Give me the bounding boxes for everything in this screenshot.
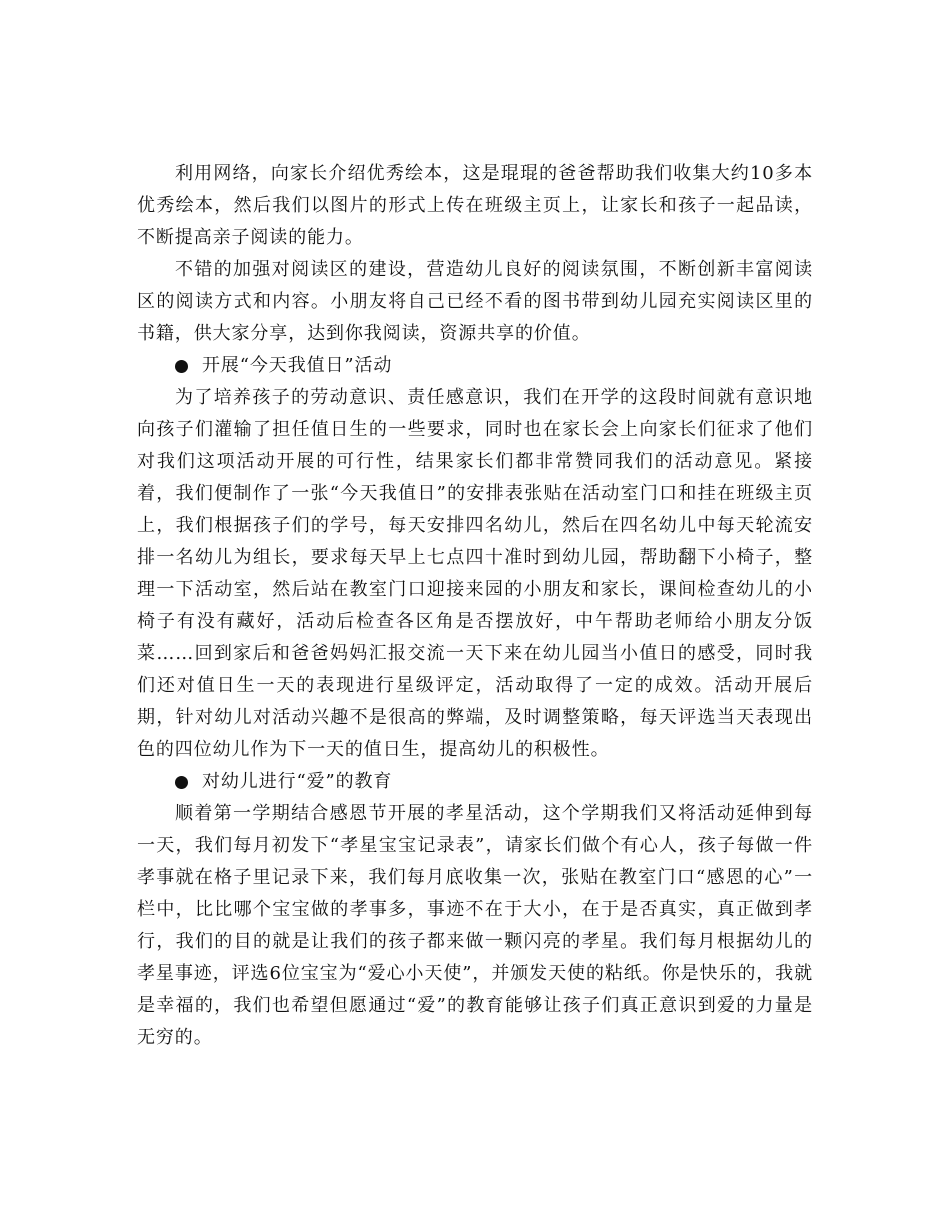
bullet-icon: [175, 360, 188, 373]
section-heading-text: 对幼儿进行“爱”的教育: [202, 771, 393, 792]
section-heading-duty-day: [137, 350, 813, 382]
paragraph-duty-day-activity: 为了培养孩子的劳动意识、责任感意识，我们在开学的这段时间就有意识地向孩子们灌输了担任值日生的一些要求，同时也在家长会上向家长们征求了他们对我们这项活动开展的可行性，结果家长们都非常赞同我们的活动意见。紧接着，我们便制作了一张“今天我值日”的安排表张贴在活动室门口和挂在班级主页上，我们根据孩子们的学号，每天安排四名幼儿，然后在四名幼儿中每天轮流安排一名幼儿为组长，要求每天早上七点四十准时到幼儿园，帮助翻下小椅子，整理一下活动室，然后站在教室门口迎接来园的小朋友和家长，课间检查幼儿的小椅子有没有藏好，活动后检查各区角是否摆放好，中午帮助老师给小朋友分饭菜……回到家后和爸爸妈妈汇报交流一天下来在幼儿园当小值日的感受，同时我们还对值日生一天的表现进行星级评定，活动取得了一定的成效。活动开展后期，针对幼儿对活动兴趣不是很高的弊端，及时调整策略，每天评选当天表现出色的四位幼儿作为下一天的值日生，提高幼儿的积极性。: [137, 387, 813, 760]
paragraph-reading-area: 不错的加强对阅读区的建设，营造幼儿良好的阅读氛围，不断创新丰富阅读区的阅读方式和内容。小朋友将自己已经不看的图书带到幼儿园充实阅读区里的书籍，供大家分享，达到你我阅读，资源共享的价值。: [137, 259, 813, 344]
document-body: [137, 158, 813, 1054]
section-heading-love-education: [137, 766, 813, 798]
section-heading-text: 开展“今天我值日”活动: [202, 355, 393, 376]
paragraph-online-picture-books: 利用网络，向家长介绍优秀绘本，这是琨琨的爸爸帮助我们收集大约10多本优秀绘本，然后我们以图片的形式上传在班级主页上，让家长和孩子一起品读，不断提高亲子阅读的能力。: [137, 163, 813, 248]
bullet-icon: [175, 776, 188, 789]
paragraph-love-education: 顺着第一学期结合感恩节开展的孝星活动，这个学期我们又将活动延伸到每一天，我们每月初发下“孝星宝宝记录表”，请家长们做个有心人，孩子每做一件孝事就在格子里记录下来，我们每月底收集一次，张贴在教室门口“感恩的心”一栏中，比比哪个宝宝做的孝事多，事迹不在于大小，在于是否真实，真正做到孝行，我们的目的就是让我们的孩子都来做一颗闪亮的孝星。我们每月根据幼儿的孝星事迹，评选6位宝宝为“爱心小天使”，并颁发天使的粘纸。你是快乐的，我就是幸福的，我们也希望但愿通过“爱”的教育能够让孩子们真正意识到爱的力量是无穷的。: [137, 803, 813, 1048]
